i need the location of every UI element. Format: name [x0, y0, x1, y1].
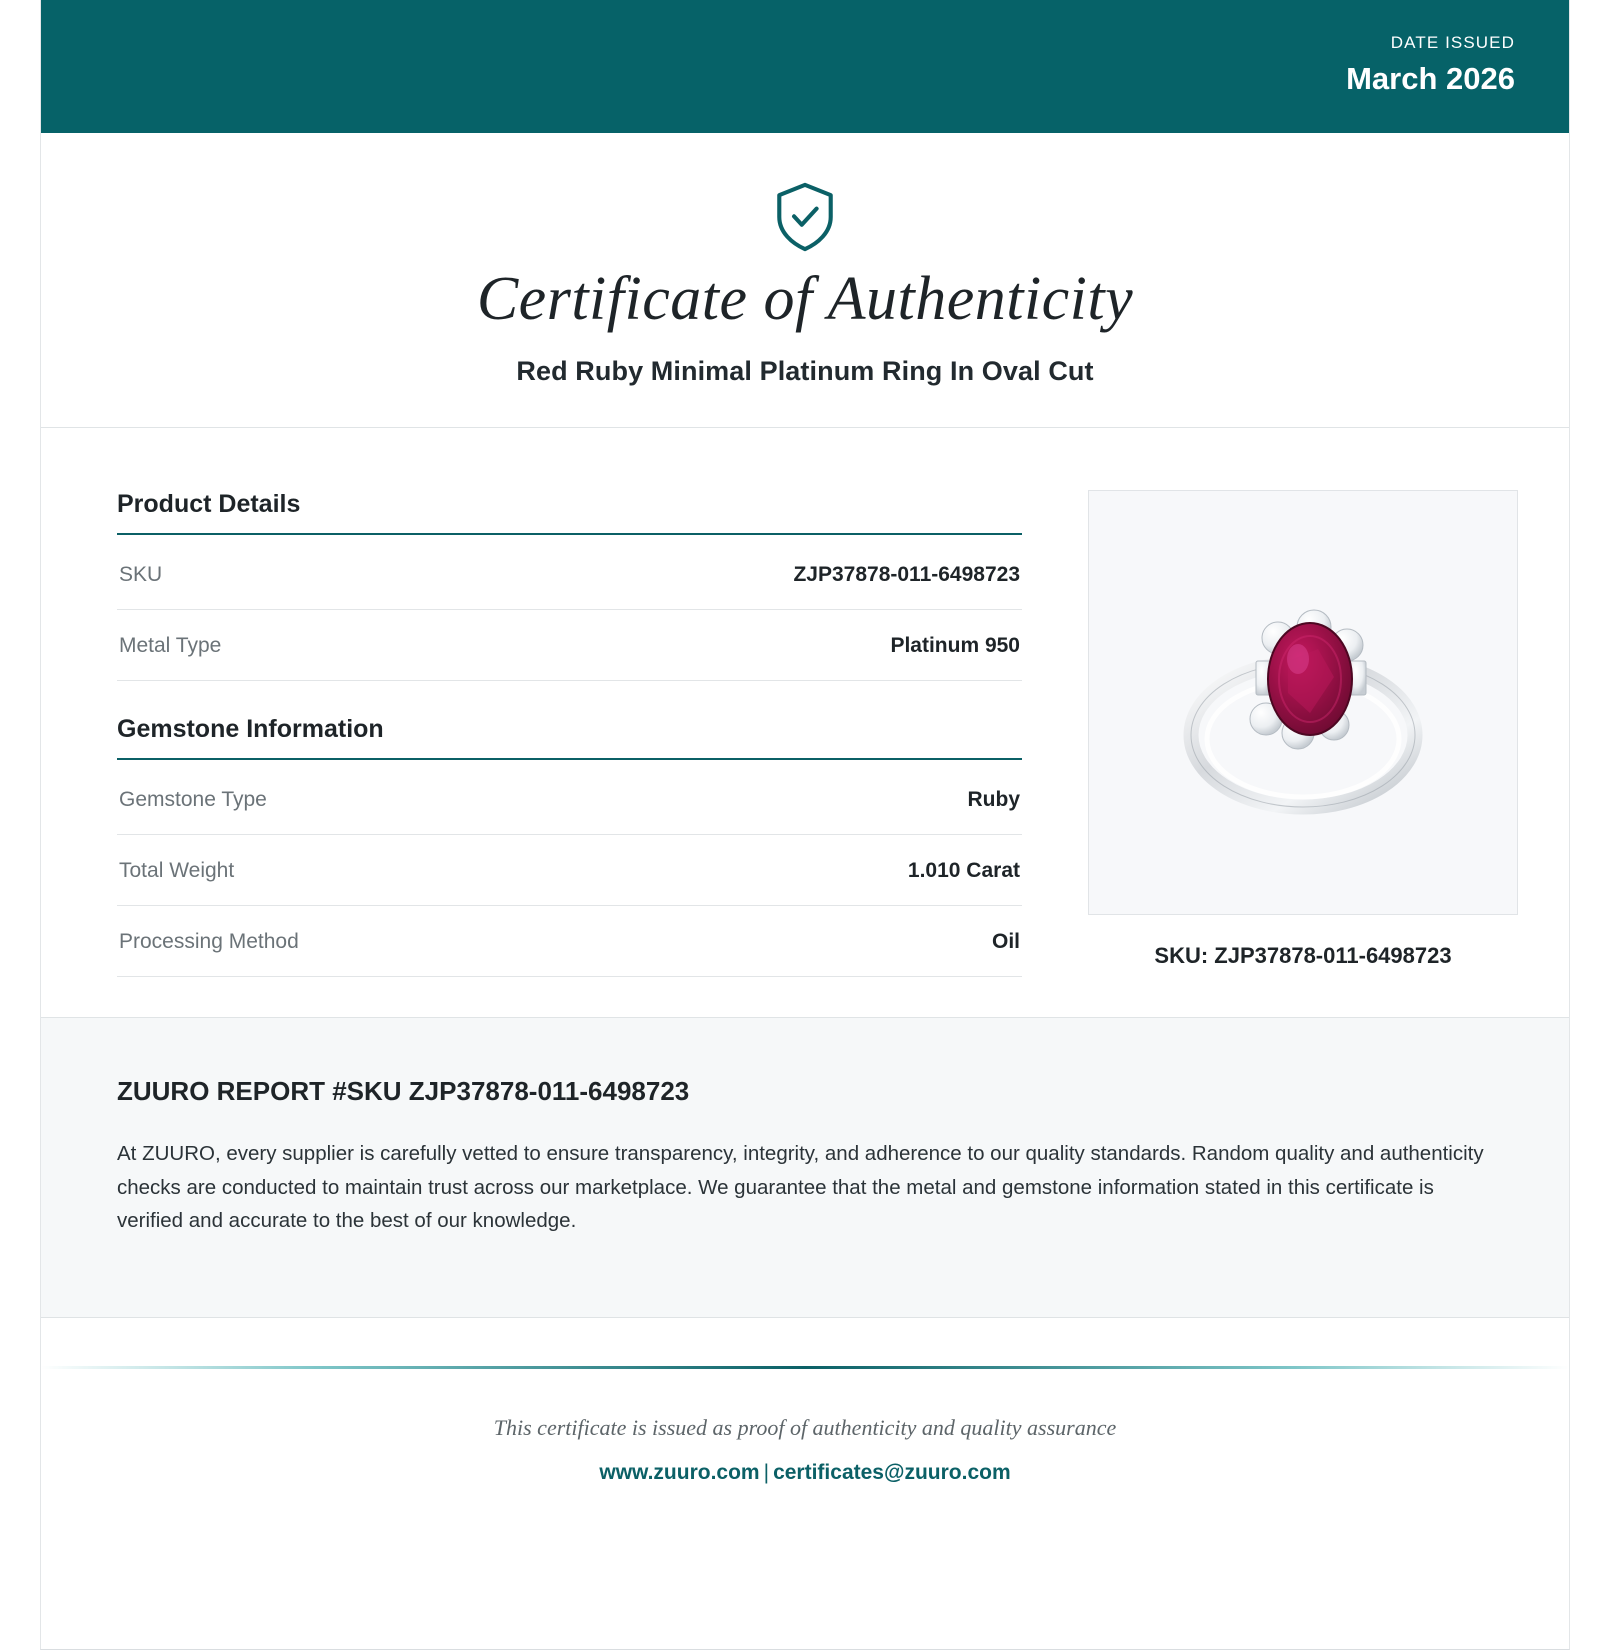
spec-value-total-weight: 1.010 Carat	[907, 859, 1020, 883]
header-bar	[41, 0, 1569, 133]
report-section	[41, 1018, 1569, 1318]
specs-column	[117, 490, 1022, 977]
table-row	[117, 610, 1022, 681]
spec-label-sku: SKU	[119, 563, 163, 587]
product-image-column	[1022, 490, 1518, 977]
spec-label-total-weight: Total Weight	[119, 859, 235, 883]
report-body: At ZUURO, every supplier is carefully vetted to ensure transparency, integrity, and adherence to our quality standards. Random quality and authenticity checks are conducted to maintain trust across our marketplace. We guarantee that the metal and gemstone information stated in this certificate is verified and accurate to the best of our knowledge.	[117, 1142, 1484, 1232]
spec-value-metal-type: Platinum 950	[890, 634, 1020, 658]
table-row	[117, 906, 1022, 977]
footer-separator: |	[763, 1461, 770, 1485]
footer-note: This certificate is issued as proof of authenticity and quality assurance	[493, 1415, 1117, 1441]
footer	[41, 1318, 1569, 1485]
spec-value-gemstone-type: Ruby	[967, 788, 1020, 812]
details-section	[41, 428, 1569, 1018]
spec-label-metal-type: Metal Type	[119, 634, 222, 658]
page-title: Certificate of Authenticity	[476, 265, 1134, 333]
footer-contact-links	[41, 1461, 1569, 1485]
table-row	[117, 539, 1022, 610]
date-issued-value: March 2026	[1346, 60, 1515, 96]
spec-value-processing-method: Oil	[991, 930, 1020, 954]
shield-check-icon	[774, 181, 836, 253]
report-title: ZUURO REPORT #SKU ZJP37878-011-6498723	[117, 1076, 690, 1107]
email-link[interactable]: certificates@zuuro.com	[773, 1461, 1011, 1485]
product-details-rule	[117, 533, 1022, 535]
page-subtitle: Red Ruby Minimal Platinum Ring In Oval Cut	[516, 356, 1094, 387]
spec-label-gemstone-type: Gemstone Type	[119, 788, 267, 812]
spec-label-processing-method: Processing Method	[119, 930, 299, 954]
date-issued-label: DATE ISSUED	[1390, 33, 1515, 53]
product-image-frame	[1088, 490, 1518, 915]
table-row	[117, 835, 1022, 906]
footer-divider	[41, 1366, 1569, 1369]
table-row	[117, 764, 1022, 835]
certificate-page	[40, 0, 1570, 1650]
gemstone-information-rule	[117, 758, 1022, 760]
date-issued-block	[1346, 33, 1515, 99]
ruby-halo-ring-photo	[1138, 553, 1468, 853]
website-link[interactable]: www.zuuro.com	[599, 1461, 760, 1485]
title-block	[41, 133, 1569, 428]
product-image-caption: SKU: ZJP37878-011-6498723	[1154, 943, 1452, 969]
spec-value-sku: ZJP37878-011-6498723	[793, 563, 1020, 587]
product-details-heading: Product Details	[117, 490, 301, 519]
gemstone-information-heading: Gemstone Information	[117, 715, 384, 744]
